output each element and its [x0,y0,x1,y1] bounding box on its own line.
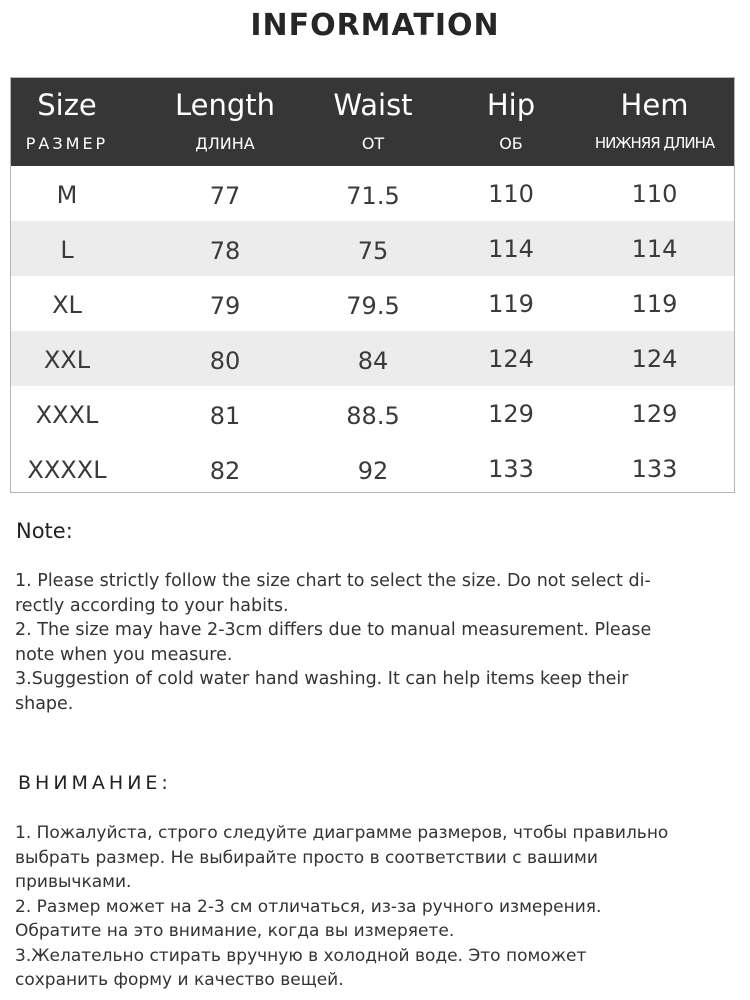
cell-length: 78 [209,237,241,265]
table-row [11,221,734,276]
table-header [11,78,734,166]
table-row [11,276,734,331]
cell-waist: 84 [357,347,389,375]
note-ru-line: 3.Желательно стирать вручную в холодной воде. Это поможет [15,945,587,966]
header-waist [304,78,442,166]
note-ru-line: выбрать размер. Не выбирайте просто в соответствии с вашими [15,847,598,868]
note-ru-line: сохранить форму и качество вещей. [15,970,344,990]
header-size-ru: РАЗМЕР [25,134,109,153]
header-length-ru: ДЛИНА [195,134,255,153]
header-length [156,78,294,166]
table-row [11,441,734,496]
cell-waist: 88.5 [346,402,400,430]
cell-hip: 133 [488,455,534,483]
cell-hip: 124 [488,345,534,373]
header-hip-en: Hip [486,88,536,122]
table-row [11,331,734,386]
header-hip [446,78,576,166]
header-size [11,78,123,166]
cell-hem: 133 [631,455,678,483]
note-line: 3.Suggestion of cold water hand washing. It can help items keep their [15,669,629,689]
cell-waist: 75 [357,237,389,265]
cell-hip: 114 [488,235,534,263]
header-waist-ru: ОТ [361,134,385,153]
cell-size: XL [52,291,82,319]
note-line: 1. Please strictly follow the size chart to select the size. Do not select di- [15,571,651,591]
note-text [15,569,720,716]
cell-waist: 79.5 [346,292,400,320]
cell-hem: 110 [631,180,678,208]
note-ru-line: 2. Размер может на 2-3 см отличаться, из-за ручного измерения. [15,896,602,917]
cell-length: 79 [209,292,241,320]
note-ru-heading: ВНИМАНИЕ: [18,772,172,794]
header-waist-en: Waist [333,88,413,122]
note-ru-line: 1. Пожалуйста, строго следуйте диаграмме размеров, чтобы правильно [15,823,669,843]
cell-hem: 124 [631,345,678,373]
cell-length: 82 [209,457,241,485]
header-hem-ru: НИЖНЯЯ ДЛИНА [594,134,715,152]
cell-hip: 110 [488,180,534,208]
page-title: INFORMATION [250,8,500,43]
cell-length: 81 [209,402,241,430]
cell-size: M [56,181,78,209]
note-ru-text [15,821,720,993]
header-hip-ru: ОБ [499,134,523,153]
cell-size: L [60,236,74,264]
note-line: rectly according to your habits. [15,595,289,616]
cell-waist: 92 [357,457,389,485]
cell-hip: 129 [488,400,534,428]
cell-size: XXXXL [27,456,107,484]
note-line: note when you measure. [15,644,233,665]
cell-hem: 119 [631,290,678,318]
size-chart-table [10,77,735,493]
header-hem [583,78,726,166]
header-length-en: Length [174,88,276,122]
note-heading: Note: [16,519,73,543]
note-line: 2. The size may have 2-3cm differs due to manual measurement. Please [15,620,652,640]
cell-length: 80 [209,347,241,375]
cell-length: 77 [209,182,241,210]
cell-waist: 71.5 [346,182,400,210]
note-ru-line: привычками. [15,872,132,892]
cell-hem: 114 [631,235,678,263]
cell-size: XXXL [35,401,99,429]
table-row [11,166,734,221]
note-line: shape. [15,693,74,714]
header-size-en: Size [37,88,97,122]
note-ru-line: Обратите на это внимание, когда вы измеряете. [15,921,455,941]
cell-hem: 129 [631,400,678,428]
cell-hip: 119 [488,290,534,318]
table-row [11,386,734,441]
cell-size: XXL [43,346,91,374]
header-hem-en: Hem [620,88,689,122]
